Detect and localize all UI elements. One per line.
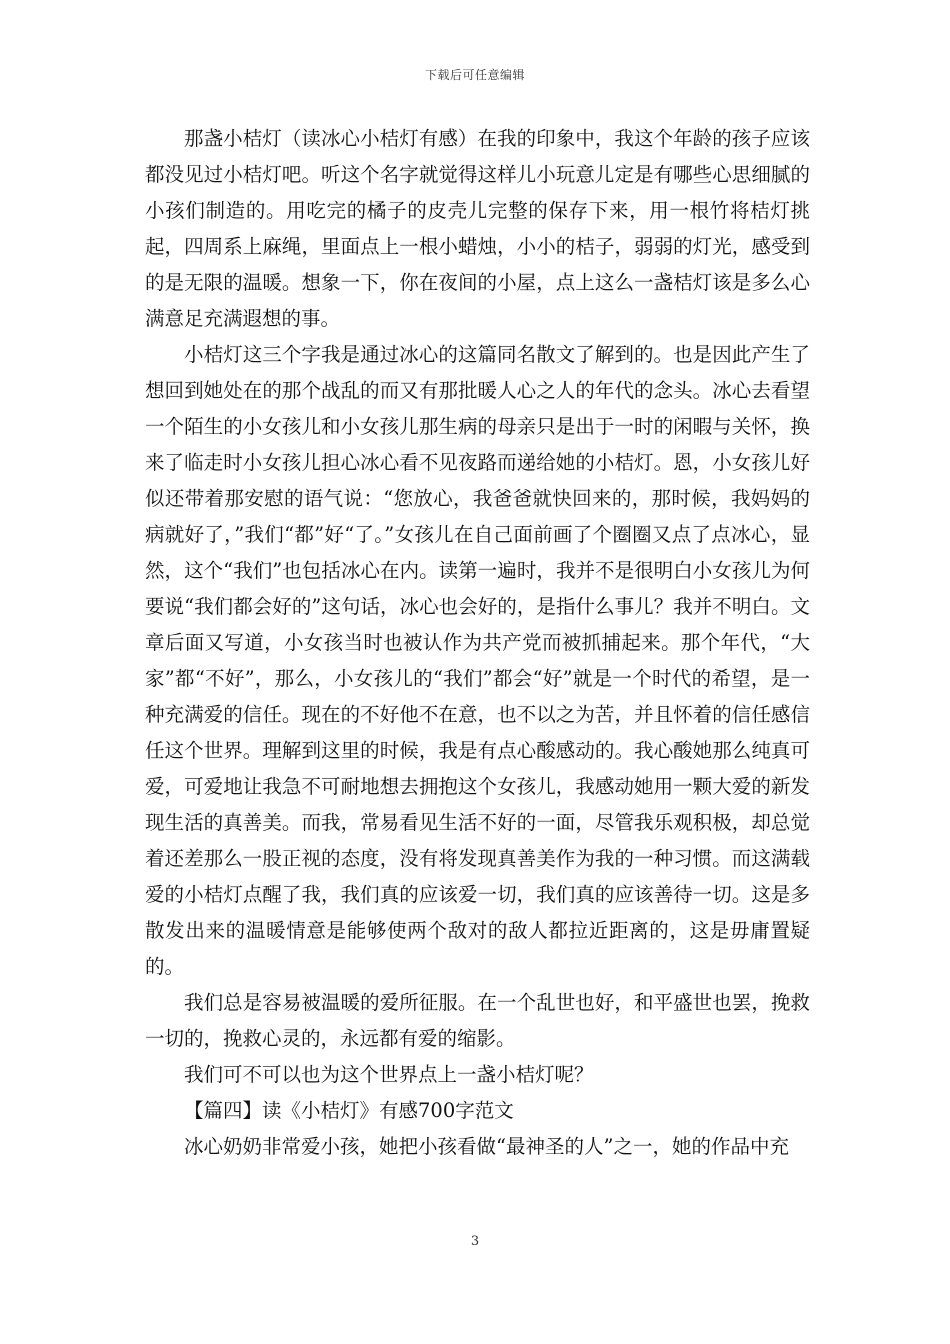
section-heading: 【篇四】读《小桔灯》有感700字范文 [184,1099,514,1122]
page-number: 3 [470,1234,480,1249]
page-header: 下载后可任意编辑 [424,68,525,82]
document-body [145,121,810,1165]
paragraph: 那盏小桔灯（读冰心小桔灯有感）在我的印象中，我这个年龄的孩子应该都没见过小桔灯吧。听这个名字就觉得这样儿小玩意儿定是有哪些心思细腻的小孩们制造的。用吃完的橘子的皮壳儿完整的保存下来，用一根竹将桔灯挑起，四周系上麻绳，里面点上一根小蜡烛，小小的桔子，弱弱的灯光，感受到的是无限的温暖。想象一下，你在夜间的小屋，点上这么一盏桔灯该是多么心满意足充满遐想的事。 [145,127,810,330]
paragraph: 我们可不可以也为这个世界点上一盏小桔灯呢？ [184,1063,594,1086]
paragraph: 冰心奶奶非常爱小孩，她把小孩看做“最神圣的人”之一，她的作品中充 [184,1135,789,1158]
paragraph: 我们总是容易被温暖的爱所征服。在一个乱世也好，和平盛世也罢，挽救一切的，挽救心灵的，永远都有爱的缩影。 [145,991,810,1050]
paragraph: 小桔灯这三个字我是通过冰心的这篇同名散文了解到的。也是因此产生了想回到她处在的那个战乱的而又有那批暖人心之人的年代的念头。冰心去看望一个陌生的小女孩儿和小女孩儿那生病的母亲只是出于一时的闲暇与关怀，换来了临走时小女孩儿担心冰心看不见夜路而递给她的小桔灯。恩，小女孩儿好似还带着那安慰的语气说：“您放心，我爸爸就快回来的，那时候，我妈妈的病就好了，”我们“都”好“了。”女孩儿在自己面前画了个圈圈又点了点冰心，显然，这个“我们”也包括冰心在内。读第一遍时，我并不是很明白小女孩儿为何要说“我们都会好的”这句话，冰心也会好的，是指什么事儿？我并不明白。文章后面又写道，小女孩当时也被认作为共产党而被抓捕起来。那个年代，“大家”都“不好”，那么，小女孩儿的“我们”都会“好”就是一个时代的希望，是一种充满爱的信任。现在的不好他不在意，也不以之为苦，并且怀着的信任感信任这个世界。理解到这里的时候，我是有点心酸感动的。我心酸她那么纯真可爱，可爱地让我急不可耐地想去拥抱这个女孩儿，我感动她用一颗大爱的新发现生活的真善美。而我，常易看见生活不好的一面，尽管我乐观积极，却总觉着还差那么一股正视的态度，没有将发现真善美作为我的一种习惯。而这满载爱的小桔灯点醒了我，我们真的应该爱一切，我们真的应该善待一切。这是多散发出来的温暖情意是能够使两个敌对的敌人都拉近距离的，这是毋庸置疑的。 [145,343,810,978]
